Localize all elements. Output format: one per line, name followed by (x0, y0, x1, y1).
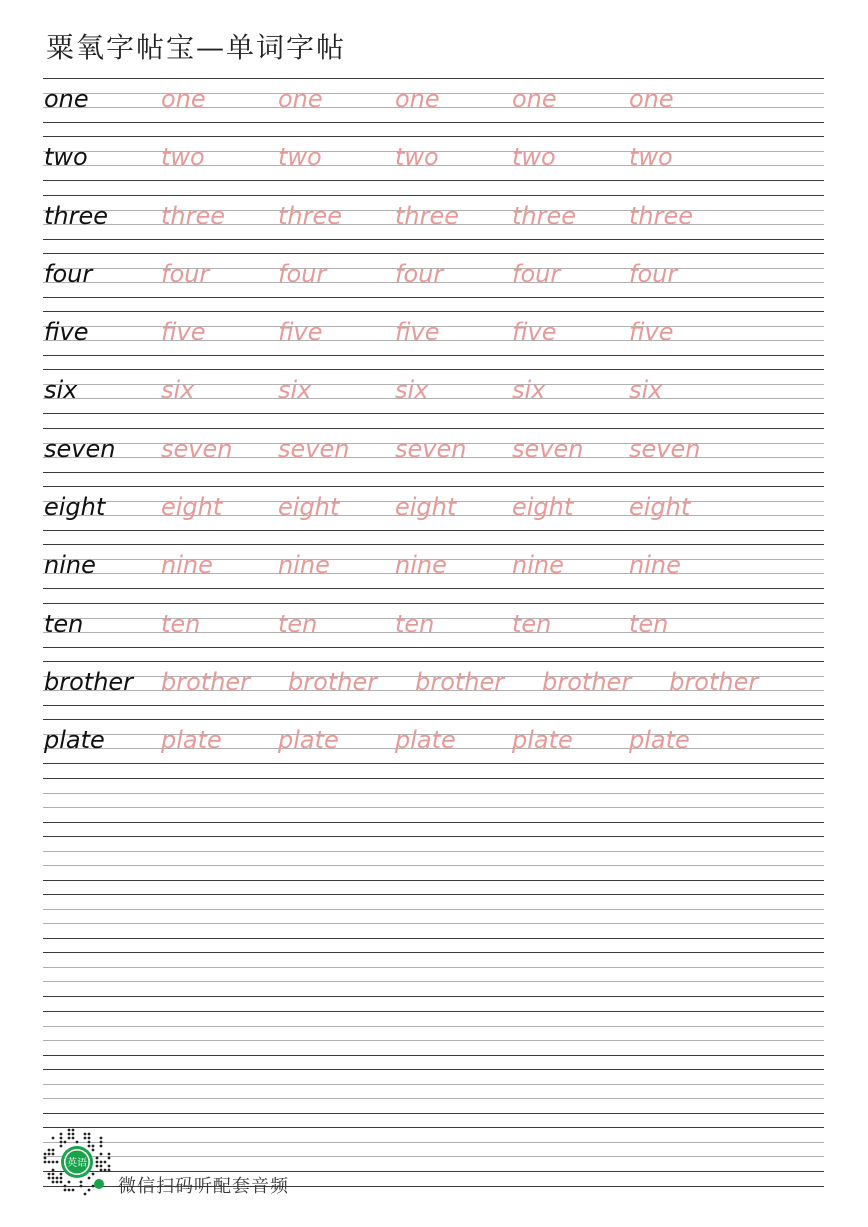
guide-line (43, 822, 824, 823)
trace-word: seven (278, 434, 350, 463)
qr-dot (64, 1185, 67, 1188)
guide-line (43, 588, 824, 589)
qr-dot (60, 1145, 63, 1148)
qr-dot (48, 1149, 51, 1152)
qr-dot (84, 1137, 87, 1140)
qr-dot (72, 1137, 75, 1140)
word-row (43, 195, 824, 253)
qr-dot (52, 1181, 55, 1184)
guide-line (43, 1098, 824, 1099)
guide-line (43, 311, 824, 312)
guide-line (43, 647, 824, 648)
qr-dot (84, 1193, 87, 1196)
qr-dot (44, 1153, 47, 1156)
word-label: ten (44, 609, 84, 638)
qr-dot (96, 1165, 99, 1168)
guide-line (43, 78, 824, 79)
guide-line (43, 1011, 824, 1012)
qr-dot (92, 1145, 95, 1148)
qr-dot (56, 1161, 59, 1164)
qr-dot (76, 1141, 79, 1144)
trace-word: ten (278, 609, 318, 638)
trace-word: eight (278, 493, 340, 522)
trace-word: five (161, 318, 206, 347)
trace-word: four (395, 259, 444, 288)
qr-dot (64, 1189, 67, 1192)
word-label: two (44, 143, 88, 172)
word-row (43, 136, 824, 194)
qr-dot (72, 1129, 75, 1132)
trace-word: five (395, 318, 440, 347)
qr-dot (100, 1165, 103, 1168)
qr-dot (52, 1161, 55, 1164)
qr-dot (48, 1153, 51, 1156)
trace-word: six (395, 376, 429, 405)
qr-dot (100, 1145, 103, 1148)
trace-word: nine (512, 551, 564, 580)
trace-word: two (512, 143, 556, 172)
trace-word: four (161, 259, 210, 288)
qr-dot (104, 1161, 107, 1164)
word-row (43, 369, 824, 427)
guide-line (43, 1026, 824, 1027)
qr-dot (48, 1173, 51, 1176)
qr-dot (104, 1169, 107, 1172)
qr-dot (80, 1181, 83, 1184)
guide-line (43, 355, 824, 356)
trace-word: six (629, 376, 663, 405)
trace-word: two (161, 143, 205, 172)
trace-word: one (512, 85, 557, 113)
guide-line (43, 909, 824, 910)
guide-line (43, 297, 824, 298)
trace-word: two (395, 143, 439, 172)
trace-word: brother (669, 667, 759, 696)
trace-word: seven (512, 434, 584, 463)
trace-word: one (278, 85, 323, 113)
guide-line (43, 705, 824, 706)
guide-line (43, 544, 824, 545)
trace-word: nine (278, 551, 330, 580)
guide-line (43, 763, 824, 764)
qr-dot (48, 1177, 51, 1180)
guide-line (43, 472, 824, 473)
trace-word: two (278, 143, 322, 172)
qr-dot (52, 1169, 55, 1172)
trace-word: plate (278, 726, 339, 755)
trace-word: ten (512, 609, 552, 638)
guide-line (43, 661, 824, 662)
empty-row (43, 1011, 824, 1069)
trace-word: nine (161, 551, 213, 580)
qr-dot (88, 1141, 91, 1144)
guide-line (43, 894, 824, 895)
guide-line (43, 880, 824, 881)
qr-dot (56, 1181, 59, 1184)
trace-word: four (278, 259, 327, 288)
trace-word: three (278, 201, 343, 230)
qr-dot (92, 1185, 95, 1188)
guide-line (43, 253, 824, 254)
empty-row (43, 894, 824, 952)
qr-dot (108, 1157, 111, 1160)
guide-line (43, 836, 824, 837)
qr-dot (88, 1133, 91, 1136)
trace-word: three (395, 201, 460, 230)
trace-word: eight (629, 493, 691, 522)
qr-dot (52, 1177, 55, 1180)
qr-dot (100, 1161, 103, 1164)
trace-word: brother (288, 667, 378, 696)
qr-dot (52, 1149, 55, 1152)
footer (42, 1128, 442, 1198)
empty-row (43, 778, 824, 836)
qr-dot (60, 1137, 63, 1140)
qr-dot (60, 1141, 63, 1144)
empty-row (43, 836, 824, 894)
word-label: six (44, 376, 78, 405)
qr-dot (68, 1189, 71, 1192)
trace-word: three (629, 201, 694, 230)
word-label: four (44, 259, 93, 288)
guide-line (43, 851, 824, 852)
guide-line (43, 1113, 824, 1114)
trace-word: plate (512, 726, 573, 755)
qr-dot (68, 1133, 71, 1136)
guide-line (43, 603, 824, 604)
trace-word: eight (161, 493, 223, 522)
qr-dot (96, 1157, 99, 1160)
qr-dot (108, 1169, 111, 1172)
trace-word: ten (395, 609, 435, 638)
page-title: 粟氧字帖宝—单词字帖 (46, 31, 347, 64)
word-label: plate (44, 726, 105, 755)
qr-dot (88, 1145, 91, 1148)
qr-dot (80, 1185, 83, 1188)
guide-line (43, 865, 824, 866)
qr-dot (52, 1173, 55, 1176)
qr-dot (100, 1141, 103, 1144)
guide-line (43, 239, 824, 240)
trace-word: seven (395, 434, 467, 463)
trace-word: one (629, 85, 674, 113)
qr-badge-label: 英语 (67, 1158, 87, 1169)
trace-word: brother (415, 667, 505, 696)
trace-word: seven (629, 434, 701, 463)
guide-line (43, 923, 824, 924)
qr-dot (60, 1133, 63, 1136)
qr-dot (100, 1137, 103, 1140)
trace-word: four (629, 259, 678, 288)
qr-dot (44, 1161, 47, 1164)
qr-dot (60, 1181, 63, 1184)
trace-word: ten (161, 609, 201, 638)
trace-word: eight (512, 493, 574, 522)
guide-line (43, 1055, 824, 1056)
qr-dot (88, 1177, 91, 1180)
word-label: brother (44, 667, 134, 696)
word-row (43, 603, 824, 661)
qr-dot (72, 1133, 75, 1136)
guide-line (43, 530, 824, 531)
guide-line (43, 793, 824, 794)
trace-word: plate (629, 726, 690, 755)
qr-dot (88, 1137, 91, 1140)
qr-dot (100, 1153, 103, 1156)
word-label: five (44, 318, 89, 347)
trace-word: plate (161, 726, 222, 755)
trace-word: brother (542, 667, 632, 696)
word-row (43, 78, 824, 136)
qr-dot (88, 1189, 91, 1192)
trace-word: five (629, 318, 674, 347)
trace-word: five (278, 318, 323, 347)
trace-word: plate (395, 726, 456, 755)
trace-word: five (512, 318, 557, 347)
trace-word: six (278, 376, 312, 405)
word-row (43, 428, 824, 486)
guide-line (43, 486, 824, 487)
word-label: eight (44, 493, 106, 522)
trace-word: four (512, 259, 561, 288)
guide-line (43, 807, 824, 808)
qr-dot (92, 1173, 95, 1176)
word-row (43, 486, 824, 544)
guide-line (43, 428, 824, 429)
guide-line (43, 136, 824, 137)
qr-dot (108, 1153, 111, 1156)
trace-word: ten (629, 609, 669, 638)
qr-dot (56, 1177, 59, 1180)
empty-row (43, 952, 824, 1010)
guide-line (43, 413, 824, 414)
guide-line (43, 180, 824, 181)
qr-dot (44, 1157, 47, 1160)
qr-dot (60, 1173, 63, 1176)
guide-line (43, 967, 824, 968)
trace-word: one (395, 85, 440, 113)
qr-dot (68, 1129, 71, 1132)
trace-word: seven (161, 434, 233, 463)
trace-word: six (512, 376, 546, 405)
guide-line (43, 778, 824, 779)
guide-line (43, 195, 824, 196)
word-label: three (44, 201, 109, 230)
guide-line (43, 122, 824, 123)
guide-line (43, 1084, 824, 1085)
empty-row (43, 1069, 824, 1127)
qr-dot (92, 1149, 95, 1152)
qr-dot (52, 1137, 55, 1140)
guide-line (43, 1040, 824, 1041)
qr-dot (52, 1153, 55, 1156)
guide-line (43, 996, 824, 997)
qr-dot (48, 1161, 51, 1164)
word-label: one (44, 85, 89, 113)
trace-word: brother (161, 667, 251, 696)
guide-line (43, 981, 824, 982)
qr-dot (96, 1161, 99, 1164)
trace-word: three (512, 201, 577, 230)
footer-text: 微信扫码听配套音频 (118, 1176, 289, 1197)
word-row (43, 661, 824, 719)
qr-code-icon[interactable] (42, 1128, 112, 1196)
qr-dot (68, 1181, 71, 1184)
qr-dot (84, 1133, 87, 1136)
word-row (43, 311, 824, 369)
trace-word: eight (395, 493, 457, 522)
qr-dot (68, 1137, 71, 1140)
qr-dot (72, 1189, 75, 1192)
guide-line (43, 719, 824, 720)
trace-word: nine (395, 551, 447, 580)
word-row (43, 544, 824, 602)
word-row (43, 719, 824, 777)
trace-word: nine (629, 551, 681, 580)
word-label: nine (44, 551, 96, 580)
trace-word: two (629, 143, 673, 172)
guide-line (43, 1069, 824, 1070)
qr-dot (100, 1169, 103, 1172)
qr-dot (108, 1165, 111, 1168)
qr-dot (60, 1177, 63, 1180)
guide-line (43, 369, 824, 370)
qr-dot (64, 1141, 67, 1144)
worksheet (43, 78, 824, 1186)
word-row (43, 253, 824, 311)
trace-word: three (161, 201, 226, 230)
guide-line (43, 952, 824, 953)
guide-line (43, 938, 824, 939)
word-label: seven (44, 434, 116, 463)
trace-word: one (161, 85, 206, 113)
trace-word: six (161, 376, 195, 405)
